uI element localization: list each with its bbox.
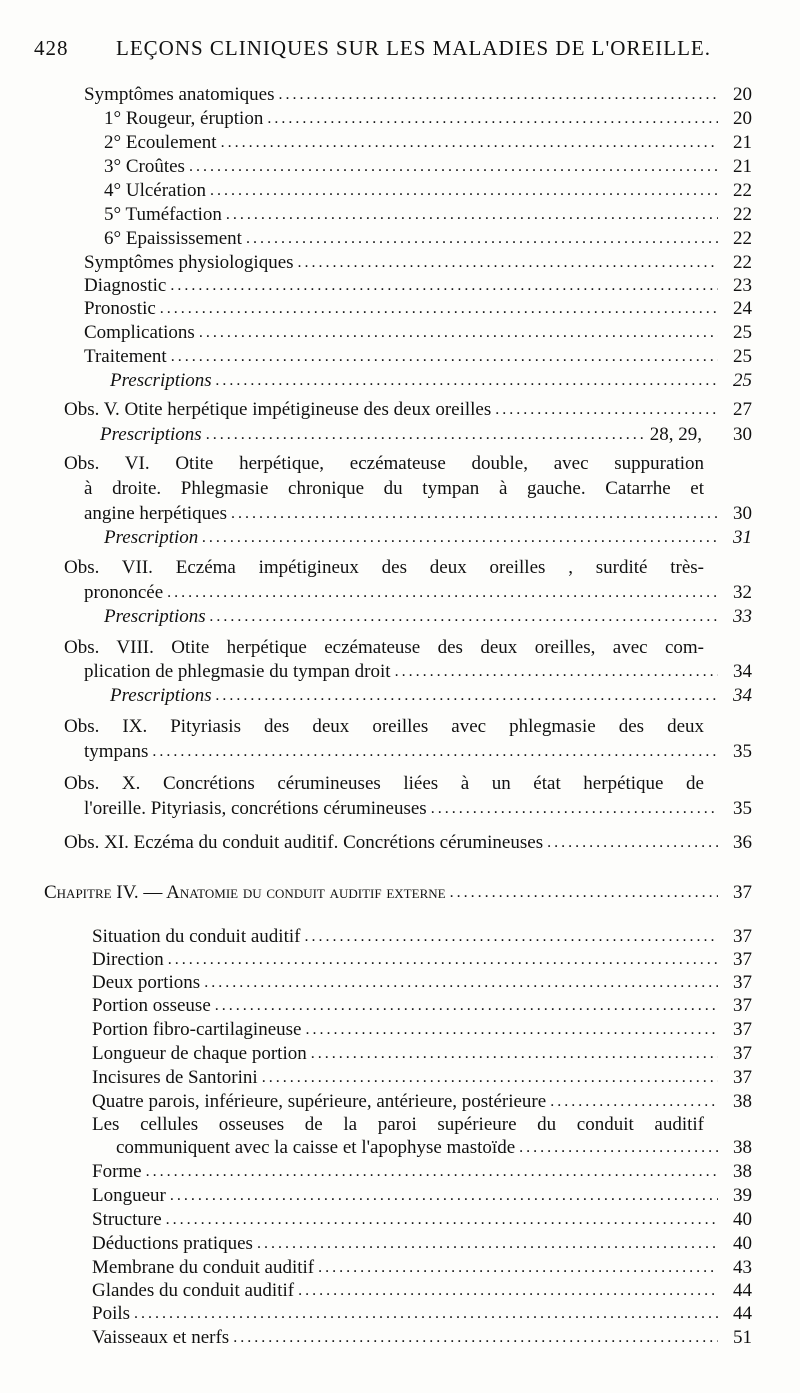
leader-dots [318, 1260, 718, 1276]
entry-page: 22 [733, 228, 752, 249]
toc-entry [84, 582, 752, 604]
entry-page: 37 [733, 1043, 752, 1064]
entry-label: 1° Rougeur, éruption [104, 108, 264, 129]
entry-page: 34 [733, 661, 752, 682]
entry-page: 21 [733, 132, 752, 153]
entry-page: 38 [733, 1137, 752, 1158]
entry-page: 25 [733, 322, 752, 343]
entry-label: Direction [92, 949, 164, 970]
entry-label: 3° Croûtes [104, 156, 185, 177]
leader-dots [304, 929, 718, 945]
leader-dots [166, 1212, 718, 1228]
toc-entry [84, 322, 752, 344]
toc-entry [84, 741, 752, 763]
toc-entry [116, 1137, 752, 1159]
leader-dots [267, 111, 718, 127]
leader-dots [146, 1164, 718, 1180]
toc-entry [92, 1327, 752, 1349]
toc-entry-line: Obs. X. Concrétions cérumineuses liées à un état herpétique de [64, 773, 704, 794]
toc-entry [110, 685, 752, 707]
toc-entry-line: Les cellules osseuses de la paroi supérieure du conduit auditif [92, 1114, 704, 1135]
entry-page: 37 [733, 995, 752, 1016]
entry-page: 20 [733, 84, 752, 105]
entry-label: Poils [92, 1303, 131, 1324]
toc-entry [104, 606, 752, 628]
entry-label: 5° Tuméfaction [104, 204, 222, 225]
entry-label: Symptômes anatomiques [84, 84, 275, 105]
entry-page: 51 [733, 1327, 752, 1348]
leader-dots [216, 373, 718, 389]
entry-page: 35 [733, 741, 752, 762]
leader-dots [189, 159, 718, 175]
entry-label: Glandes du conduit auditif [92, 1280, 295, 1301]
toc-entry [110, 370, 752, 392]
leader-dots [262, 1070, 718, 1086]
leader-dots [204, 975, 718, 991]
entry-label: Obs. XI. Eczéma du conduit auditif. Concrétions cérumineuses [64, 832, 544, 853]
entry-page: 37 [733, 1019, 752, 1040]
entry-page: 33 [733, 606, 752, 627]
leader-dots [298, 255, 718, 271]
entry-page: 31 [733, 527, 752, 548]
leader-dots [168, 952, 718, 968]
leader-dots [199, 325, 718, 341]
entry-page: 37 [733, 1067, 752, 1088]
entry-label: Incisures de Santorini [92, 1067, 258, 1088]
entry-label: prononcée [84, 582, 164, 603]
toc-entry [104, 132, 752, 154]
entry-label: Vaisseaux et nerfs [92, 1327, 230, 1348]
leader-dots [210, 609, 718, 625]
chapter-heading [44, 882, 752, 904]
entry-label: Prescriptions [100, 424, 202, 445]
entry-page: 37 [733, 972, 752, 993]
entry-page: 23 [733, 275, 752, 296]
entry-page: 25 [733, 370, 752, 391]
entry-label: Traitement [84, 346, 167, 367]
entry-page: 22 [733, 252, 752, 273]
entry-page: 37 [733, 926, 752, 947]
entry-label: Pronostic [84, 298, 156, 319]
entry-page: 35 [733, 798, 752, 819]
entry-label: Forme [92, 1161, 142, 1182]
entry-page: 38 [733, 1161, 752, 1182]
leader-dots [221, 135, 718, 151]
entry-label: Diagnostic [84, 275, 167, 296]
leader-dots [216, 688, 718, 704]
entry-label: tympans [84, 741, 149, 762]
page-number: 428 [34, 36, 69, 60]
toc-entry [92, 1161, 752, 1183]
leader-dots [160, 301, 718, 317]
entry-label: Symptômes physiologiques [84, 252, 294, 273]
toc-entry [104, 108, 752, 130]
entry-label: Prescription [104, 527, 199, 548]
toc-entry [84, 252, 752, 274]
entry-page: 37 [733, 949, 752, 970]
leader-dots [298, 1283, 718, 1299]
leader-dots [167, 585, 718, 601]
entry-label: Prescriptions [110, 685, 212, 706]
entry-page: 27 [733, 399, 752, 420]
toc-entry [104, 204, 752, 226]
entry-label: Complications [84, 322, 195, 343]
leader-dots [450, 885, 718, 901]
entry-label: Structure [92, 1209, 162, 1230]
toc-entry [92, 1019, 752, 1041]
leader-dots [233, 1330, 718, 1346]
leader-dots [210, 183, 718, 199]
entry-label: Deux portions [92, 972, 201, 993]
entry-page-extra: 30 [733, 424, 752, 445]
entry-label: Longueur [92, 1185, 166, 1206]
toc-entry [92, 949, 752, 971]
leader-dots [257, 1236, 718, 1252]
entry-label: Obs. V. Otite herpétique impétigineuse des deux oreilles [64, 399, 492, 420]
leader-dots [246, 231, 718, 247]
toc-entry [92, 1209, 752, 1231]
entry-page: 32 [733, 582, 752, 603]
leader-dots [202, 530, 718, 546]
toc-entry [92, 1257, 752, 1279]
leader-dots [170, 1188, 718, 1204]
entry-page: 21 [733, 156, 752, 177]
leader-dots [134, 1306, 718, 1322]
entry-label: plication de phlegmasie du tympan droit [84, 661, 391, 682]
toc-entry [84, 275, 752, 297]
entry-page: 22 [733, 204, 752, 225]
toc-entry [84, 298, 752, 320]
toc-entry [92, 1280, 752, 1302]
toc-entry-line: Obs. IX. Pityriasis des deux oreilles avec phlegmasie des deux [64, 716, 704, 737]
toc-entry [84, 661, 752, 683]
entry-label: Prescriptions [104, 606, 206, 627]
leader-dots [231, 506, 718, 522]
entry-page: 44 [733, 1280, 752, 1301]
toc-entry [92, 995, 752, 1017]
entry-label: Quatre parois, inférieure, supérieure, antérieure, postérieure [92, 1091, 547, 1112]
toc-entry-line: à droite. Phlegmasie chronique du tympan à gauche. Catarrhe et [84, 478, 704, 499]
running-title: LEÇONS CLINIQUES SUR LES MALADIES DE L'OREILLE. [116, 36, 712, 60]
leader-dots [226, 207, 718, 223]
leader-dots [152, 744, 718, 760]
leader-dots [550, 1094, 718, 1110]
toc-entry [92, 1043, 752, 1065]
entry-page: 20 [733, 108, 752, 129]
toc-entry [92, 972, 752, 994]
toc-entry [92, 1067, 752, 1089]
entry-page: 38 [733, 1091, 752, 1112]
leader-dots [279, 87, 718, 103]
toc-entry [92, 1091, 752, 1113]
leader-dots [170, 278, 718, 294]
leader-dots [305, 1022, 718, 1038]
toc-entry-line: Obs. VII. Eczéma impétigineux des deux oreilles , surdité très- [64, 557, 704, 578]
entry-page: 24 [733, 298, 752, 319]
leader-dots [171, 349, 718, 365]
entry-label: Longueur de chaque portion [92, 1043, 307, 1064]
toc-entry [64, 832, 752, 854]
entry-page: 43 [733, 1257, 752, 1278]
entry-label: Portion fibro-cartilagineuse [92, 1019, 302, 1040]
leader-dots [495, 402, 718, 418]
entry-label: Prescriptions [110, 370, 212, 391]
toc-entry [84, 346, 752, 368]
entry-page: 40 [733, 1233, 752, 1254]
entry-label: angine herpétiques [84, 503, 227, 524]
entry-label: 6° Epaississement [104, 228, 242, 249]
entry-label: l'oreille. Pityriasis, concrétions cérumineuses [84, 798, 427, 819]
leader-dots [215, 998, 718, 1014]
leader-dots [519, 1140, 718, 1156]
entry-page: 37 [733, 882, 752, 903]
toc-entry [84, 84, 752, 106]
toc-entry [84, 503, 752, 525]
leader-dots [431, 801, 718, 817]
toc-entry [64, 399, 752, 421]
entry-label: 2° Ecoulement [104, 132, 217, 153]
toc-entry [92, 1303, 752, 1325]
leader-dots [311, 1046, 718, 1062]
entry-page: 39 [733, 1185, 752, 1206]
entry-page: 36 [733, 832, 752, 853]
entry-page: 34 [733, 685, 752, 706]
entry-label: 4° Ulcération [104, 180, 207, 201]
leader-dots [547, 835, 718, 851]
toc-entry-line: Obs. VIII. Otite herpétique eczémateuse des deux oreilles, avec com- [64, 637, 704, 658]
leader-dots [395, 664, 718, 680]
entry-label: Portion osseuse [92, 995, 211, 1016]
entry-page: 44 [733, 1303, 752, 1324]
toc-entry [92, 1185, 752, 1207]
entry-page: 25 [733, 346, 752, 367]
toc-entry [92, 1233, 752, 1255]
toc-entry [100, 424, 752, 446]
entry-page: 22 [733, 180, 752, 201]
entry-page: 30 [733, 503, 752, 524]
toc-entry-line: Obs. VI. Otite herpétique, eczémateuse double, avec suppuration [64, 453, 704, 474]
toc-entry [104, 180, 752, 202]
toc-entry [92, 926, 752, 948]
toc-entry [104, 156, 752, 178]
toc-entry [84, 798, 752, 820]
leader-dots [206, 427, 644, 443]
entry-label: communiquent avec la caisse et l'apophyse mastoïde [116, 1137, 516, 1158]
entry-label: Chapitre IV. — Anatomie du conduit auditif externe [44, 882, 446, 903]
toc-entry [104, 228, 752, 250]
entry-label: Membrane du conduit auditif [92, 1257, 315, 1278]
entry-label: Déductions pratiques [92, 1233, 253, 1254]
toc-entry [104, 527, 752, 549]
entry-page: 28, 29, [649, 424, 702, 445]
entry-page: 40 [733, 1209, 752, 1230]
entry-label: Situation du conduit auditif [92, 926, 301, 947]
